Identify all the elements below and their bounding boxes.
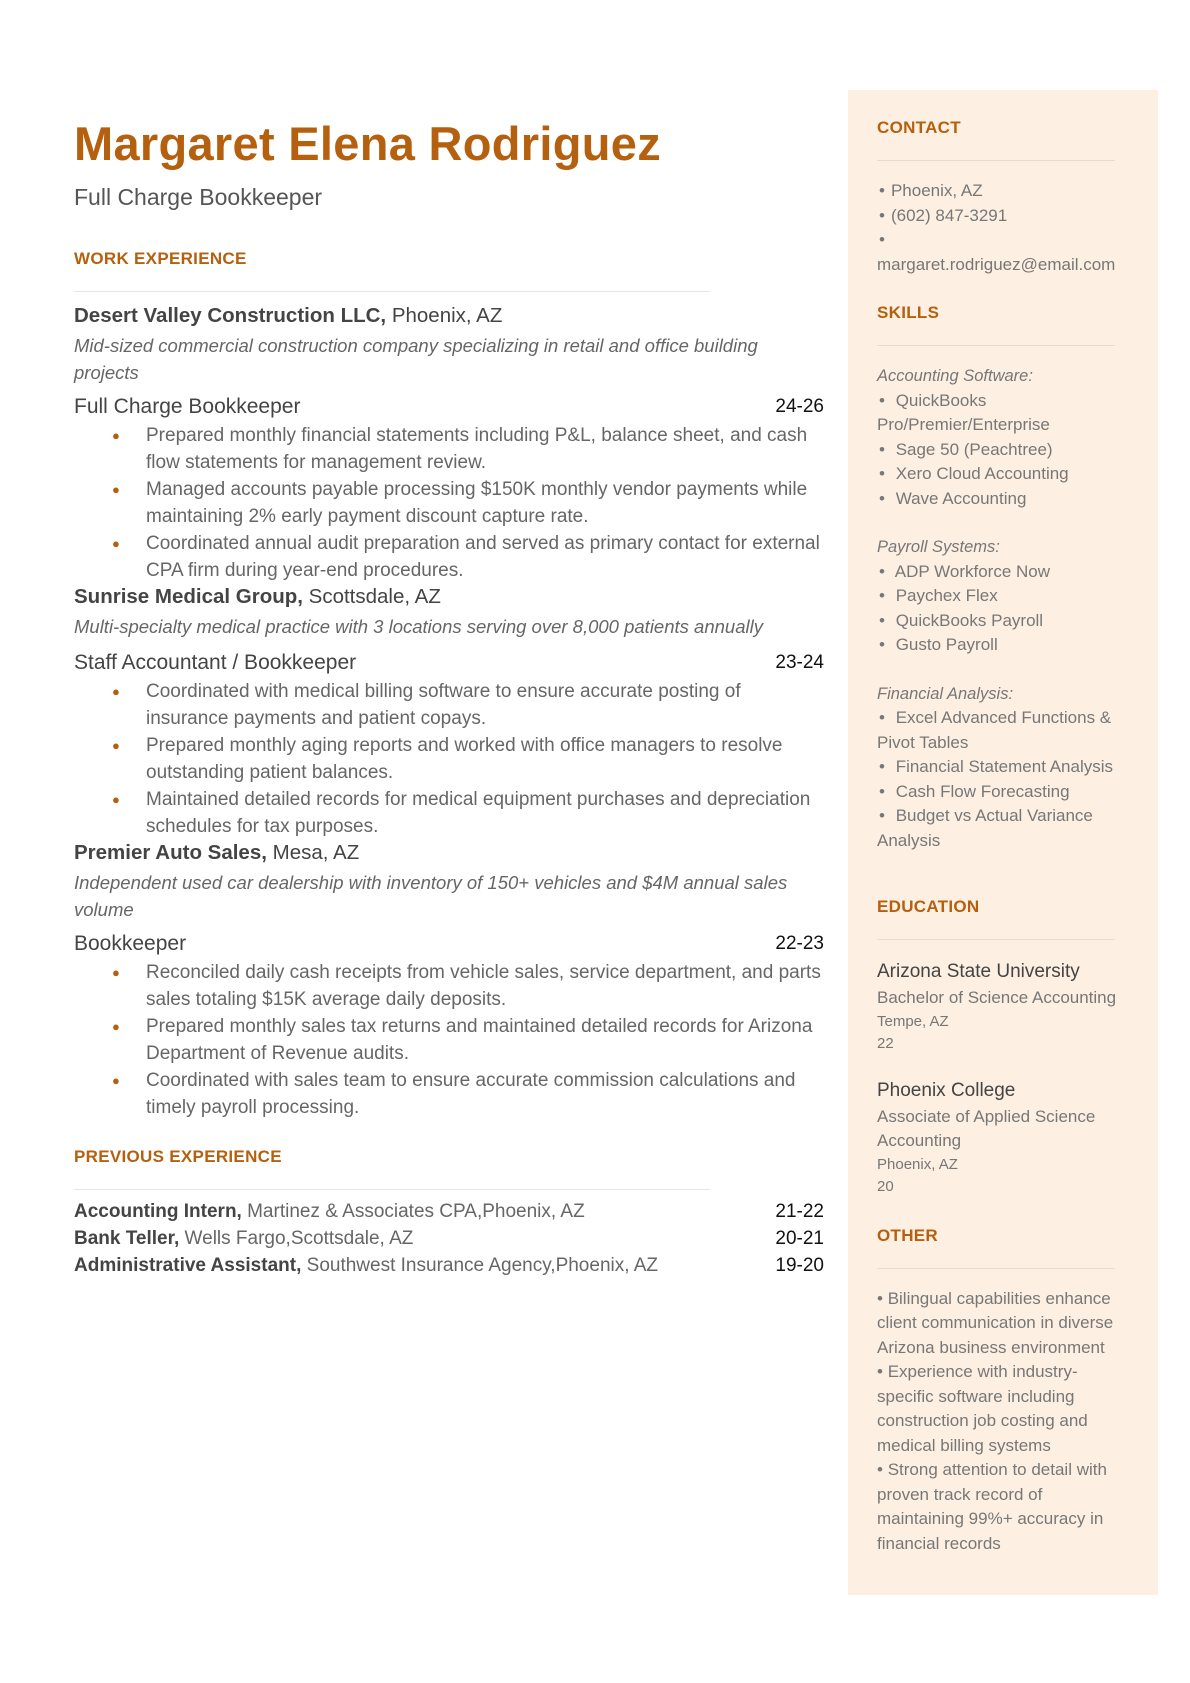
skill-item: • Wave Accounting [879, 488, 1027, 508]
section-divider [877, 939, 1115, 940]
contact-email[interactable]: • margaret.rodriguez@email.com [877, 230, 1116, 274]
previous-role-row [74, 1198, 824, 1225]
skill-item: • Financial Statement Analysis [879, 757, 1114, 776]
previous-role: Accounting Intern, [74, 1201, 242, 1222]
graduation-year: 20 [877, 1177, 894, 1195]
company-description: Multi-specialty medical practice with 3 locations serving over 8,000 patients annually [74, 616, 763, 637]
role-title: Full Charge Bookkeeper [74, 395, 301, 418]
role-title: Staff Accountant / Bookkeeper [74, 651, 357, 674]
skill-item: • ADP Workforce Now [879, 561, 1050, 581]
previous-experience-list [74, 1198, 824, 1279]
previous-role-row [74, 1252, 824, 1279]
skill-category: Payroll Systems: [877, 538, 1000, 556]
degree: Associate of Applied Science Accounting [877, 1106, 1096, 1150]
section-divider [877, 1268, 1115, 1269]
section-divider [74, 291, 710, 292]
company-name: Desert Valley Construction LLC, [74, 304, 387, 327]
contact-location: • Phoenix, AZ [879, 181, 983, 200]
role-row [74, 929, 824, 959]
graduation-year: 22 [877, 1034, 894, 1052]
skill-item: • Xero Cloud Accounting [879, 464, 1069, 483]
education-entry [877, 1077, 1132, 1198]
previous-role: Bank Teller, [74, 1228, 180, 1249]
company-location: Scottsdale, AZ [302, 585, 441, 608]
company-name: Sunrise Medical Group, [74, 585, 303, 608]
work-experience-heading: WORK EXPERIENCE [74, 249, 247, 268]
company-location: Mesa, AZ [266, 841, 360, 864]
other-heading: OTHER [877, 1225, 938, 1245]
achievement-item: ● Coordinated with sales team to ensure accurate commission calculations and timely payroll processing. [74, 1067, 824, 1121]
previous-org: Southwest Insurance Agency,Phoenix, AZ [301, 1255, 659, 1276]
contact-heading: CONTACT [877, 118, 961, 137]
role-dates: 23-24 [775, 652, 824, 673]
section-divider [877, 345, 1115, 346]
main-column [74, 112, 824, 1279]
previous-dates: 20-21 [775, 1228, 824, 1249]
company-location: Phoenix, AZ [386, 304, 503, 327]
role-row [74, 648, 824, 678]
achievement-item: ● Managed accounts payable processing $150K monthly vendor payments while maintaining 2% early payment discount capture rate. [74, 476, 824, 530]
skill-item: • Cash Flow Forecasting [879, 781, 1070, 801]
candidate-name: Margaret Elena Rodriguez [74, 117, 661, 170]
role-dates: 24-26 [775, 396, 824, 417]
previous-org: Wells Fargo,Scottsdale, AZ [179, 1228, 414, 1249]
achievement-item: ● Prepared monthly sales tax returns and maintained detailed records for Arizona Department of Revenue audits. [74, 1013, 824, 1067]
role-dates: 22-23 [775, 933, 824, 954]
previous-experience-heading: PREVIOUS EXPERIENCE [74, 1147, 282, 1166]
school-name: Phoenix College [877, 1079, 1016, 1101]
job-entry [74, 585, 824, 840]
skill-item: • Paychex Flex [879, 586, 998, 605]
other-item: • Experience with industry-specific software including construction job costing and medical billing systems [877, 1362, 1088, 1455]
previous-dates: 21-22 [775, 1201, 824, 1222]
role-title: Bookkeeper [74, 932, 187, 955]
skills-heading: SKILLS [877, 303, 940, 322]
skill-item: • Budget vs Actual Variance Analysis [877, 806, 1093, 850]
contact-phone: • (602) 847-3291 [879, 205, 1008, 225]
job-entry [74, 841, 824, 1121]
company-description: Independent used car dealership with inventory of 150+ vehicles and $4M annual sales volume [74, 872, 788, 920]
skill-category: Accounting Software: [877, 367, 1033, 385]
sidebar [848, 90, 1158, 1595]
achievement-list [74, 422, 824, 584]
previous-role: Administrative Assistant, [74, 1255, 302, 1276]
achievement-item: ● Prepared monthly financial statements including P&L, balance sheet, and cash flow statements for management review. [74, 422, 824, 476]
candidate-title: Full Charge Bookkeeper [74, 184, 323, 210]
company-line [74, 841, 824, 865]
section-divider [74, 1189, 710, 1190]
education-heading: EDUCATION [877, 897, 980, 916]
degree: Bachelor of Science Accounting [877, 988, 1117, 1007]
achievement-list [74, 959, 824, 1121]
school-location: Phoenix, AZ [877, 1155, 958, 1173]
previous-dates: 19-20 [775, 1255, 824, 1276]
other-item: • Strong attention to detail with proven track record of maintaining 99%+ accuracy in financial records [877, 1460, 1107, 1553]
company-line [74, 304, 824, 328]
job-entry [74, 304, 824, 584]
achievement-item: ● Reconciled daily cash receipts from vehicle sales, service department, and parts sales totaling $15K average daily deposits. [74, 959, 824, 1013]
company-name: Premier Auto Sales, [74, 841, 267, 864]
skill-item: • QuickBooks Pro/Premier/Enterprise [877, 390, 1050, 434]
skill-item: • QuickBooks Payroll [879, 610, 1044, 630]
section-divider [877, 160, 1115, 161]
company-description: Mid-sized commercial construction company specializing in retail and office building projects [74, 335, 758, 383]
skill-item: • Gusto Payroll [879, 635, 998, 654]
education-entry [877, 958, 1132, 1055]
skill-category: Financial Analysis: [877, 684, 1014, 703]
achievement-item: ● Coordinated annual audit preparation and served as primary contact for external CPA firm during year-end procedures. [74, 530, 824, 584]
school-name: Arizona State University [877, 961, 1080, 982]
company-line [74, 585, 824, 609]
achievement-item: ● Coordinated with medical billing software to ensure accurate posting of insurance payments and patient copays. [74, 678, 824, 732]
skill-item: • Excel Advanced Functions & Pivot Tables [877, 708, 1112, 752]
skill-item: • Sage 50 (Peachtree) [879, 439, 1053, 459]
other-item: • Bilingual capabilities enhance client communication in diverse Arizona business environment [877, 1288, 1114, 1357]
school-location: Tempe, AZ [877, 1012, 949, 1030]
achievement-item: ● Maintained detailed records for medical equipment purchases and depreciation schedules for tax purposes. [74, 786, 824, 840]
previous-role-row [74, 1225, 824, 1252]
previous-org: Martinez & Associates CPA,Phoenix, AZ [241, 1201, 585, 1222]
role-row [74, 392, 824, 422]
achievement-list [74, 678, 824, 840]
achievement-item: ● Prepared monthly aging reports and worked with office managers to resolve outstanding patient balances. [74, 732, 824, 786]
